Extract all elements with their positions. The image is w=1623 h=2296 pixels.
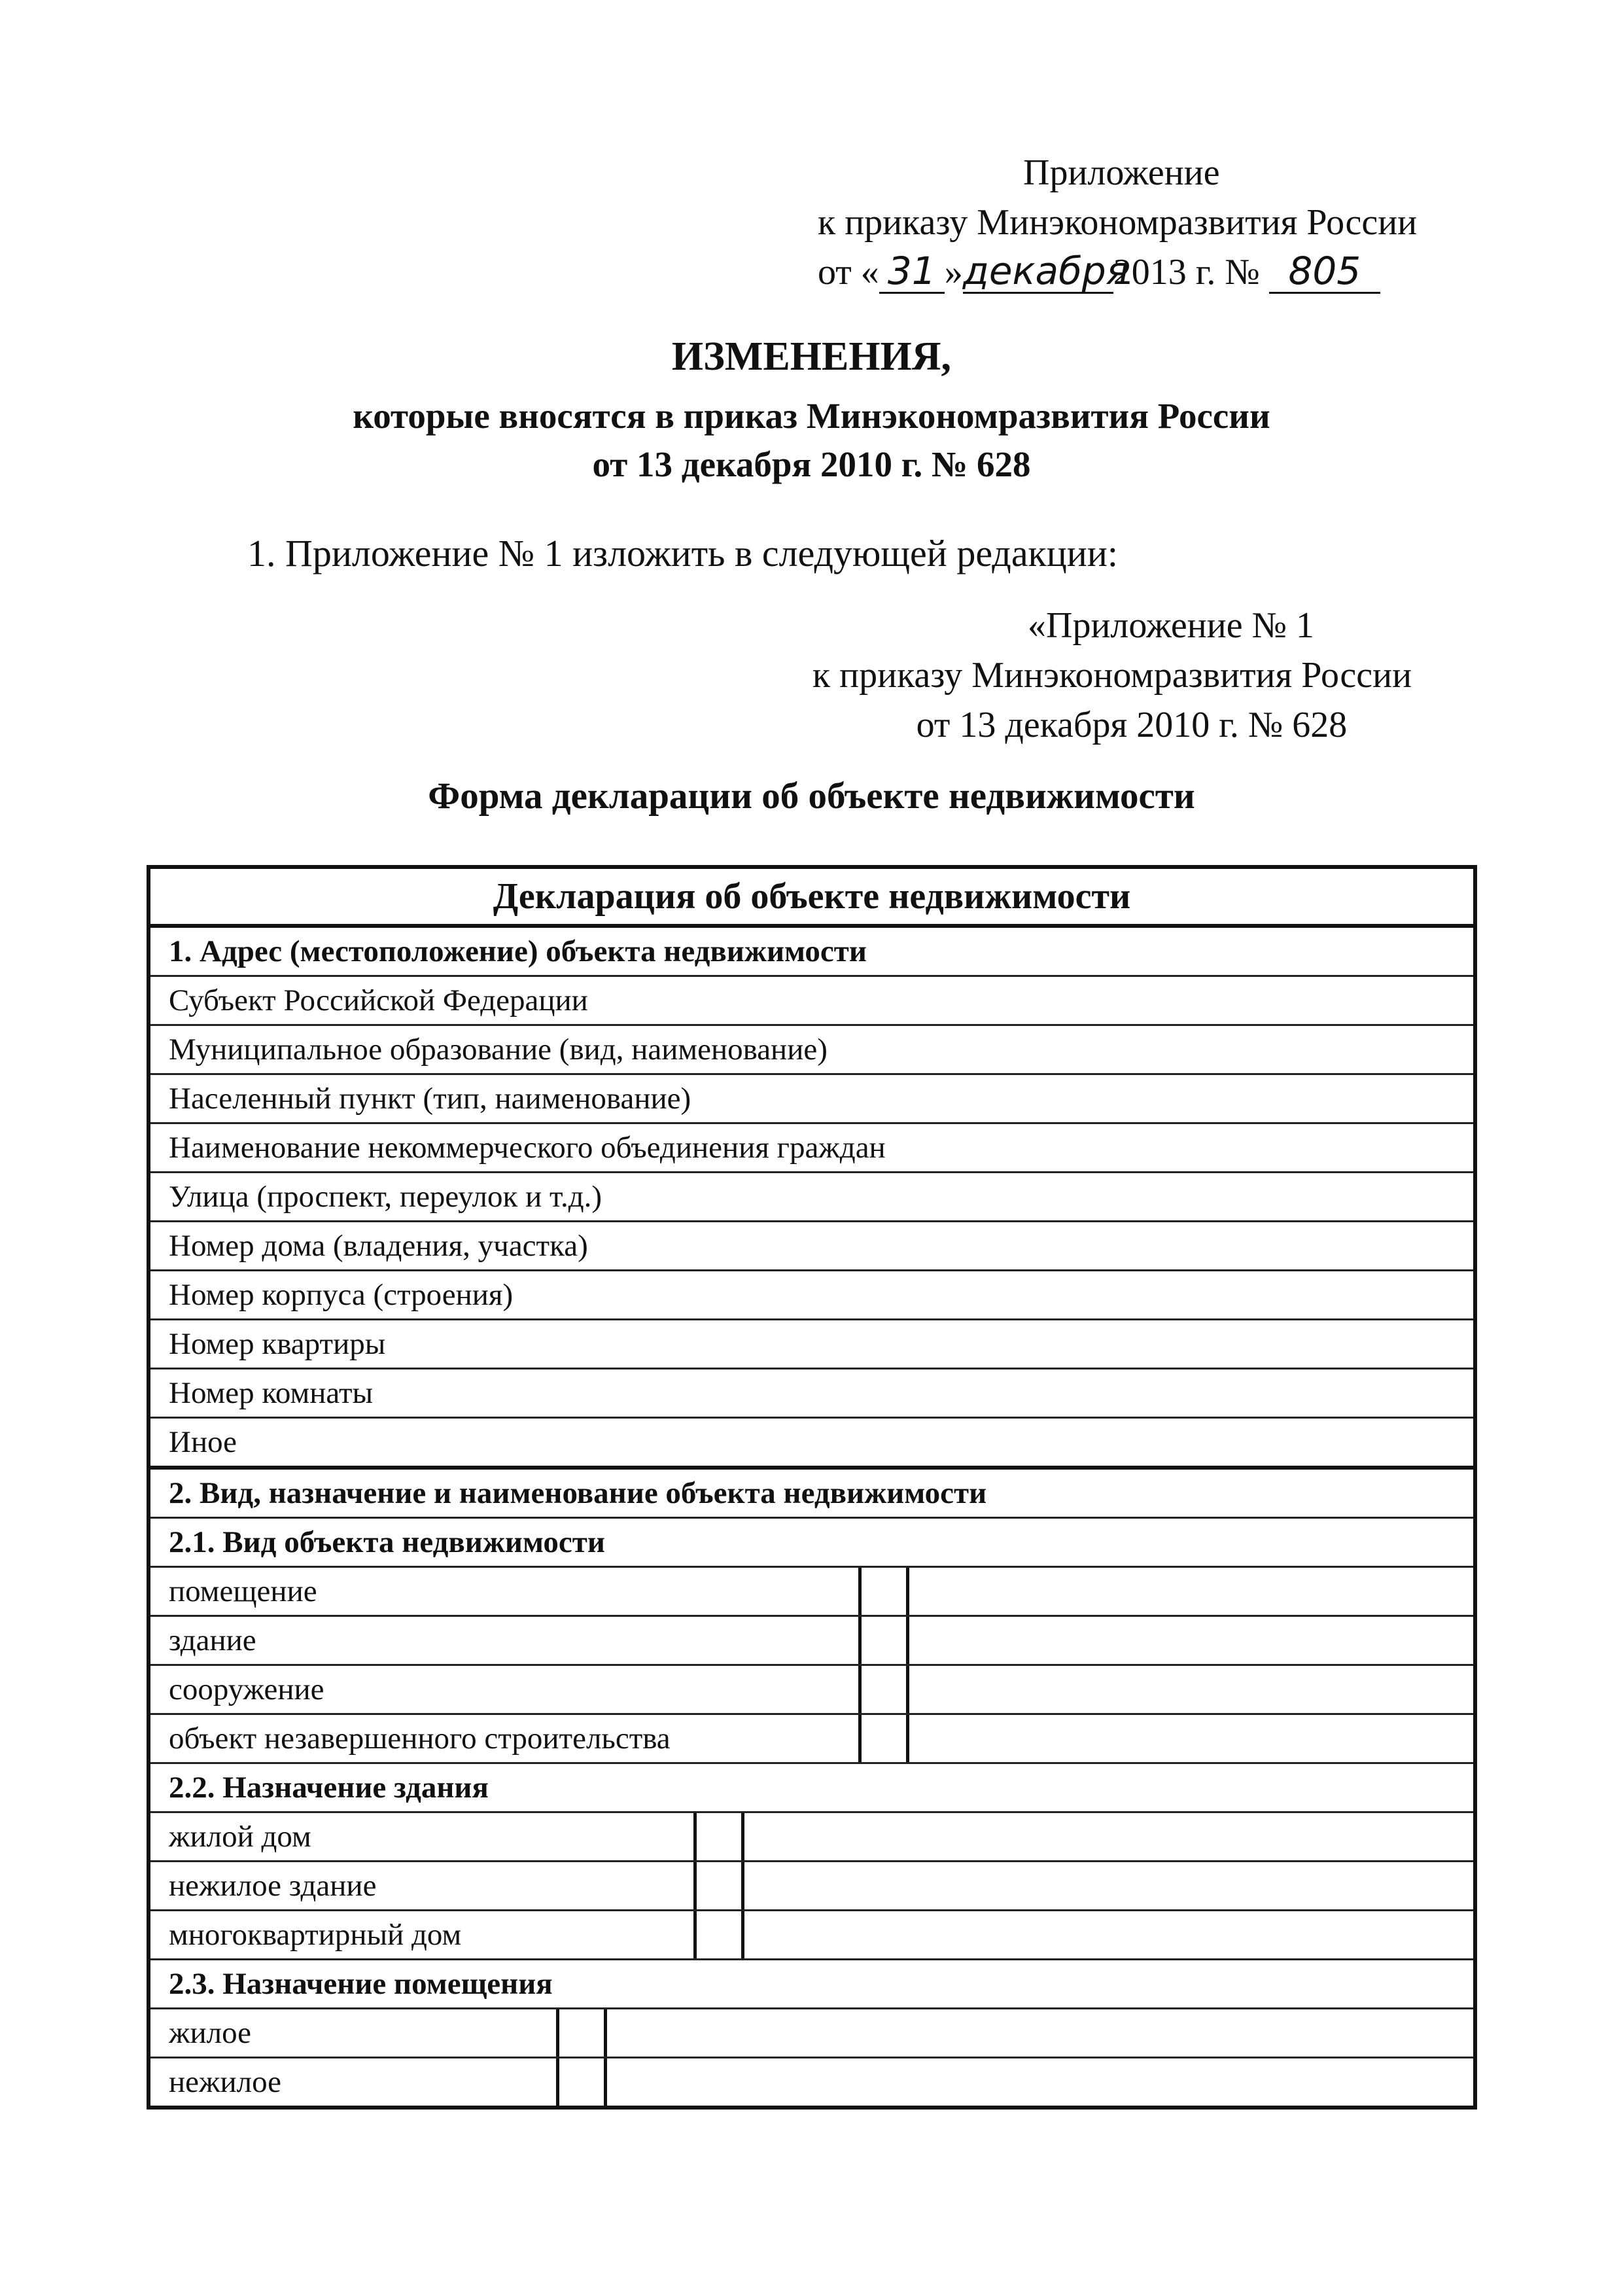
address-row: Муниципальное образование (вид, наименование) <box>148 1025 1475 1074</box>
section-2-3-header: 2.3. Назначение помещения <box>148 1960 1475 2009</box>
premises-purpose-label: нежилое <box>169 2065 282 2099</box>
appendix2-line3: от 13 декабря 2010 г. № 628 <box>916 705 1348 745</box>
premises-purpose-label: жилое <box>169 2016 252 2050</box>
address-row: Номер корпуса (строения) <box>148 1271 1475 1320</box>
kind-checkbox[interactable] <box>858 1568 909 1615</box>
building-purpose-label: жилой дом <box>169 1820 311 1854</box>
year-label: 2013 г. № <box>1113 252 1260 292</box>
building-purpose-label: многоквартирный дом <box>169 1918 462 1952</box>
kind-label: здание <box>169 1623 256 1657</box>
building-purpose-label: нежилое здание <box>169 1869 377 1903</box>
appendix-date-line <box>765 247 1446 297</box>
kind-label: сооружение <box>169 1672 324 1706</box>
address-row: Номер дома (владения, участка) <box>148 1222 1475 1271</box>
kind-row <box>148 1714 1475 1763</box>
section-2-2-header: 2.2. Назначение здания <box>148 1763 1475 1812</box>
address-row: Номер комнаты <box>148 1369 1475 1418</box>
address-row: Наименование некоммерческого объединения граждан <box>148 1123 1475 1173</box>
section-2-1-header: 2.1. Вид объекта недвижимости <box>148 1518 1475 1567</box>
building-purpose-row <box>148 1862 1475 1911</box>
address-row: Иное <box>148 1418 1475 1468</box>
premises-purpose-checkbox[interactable] <box>556 2009 607 2057</box>
appendix-order-ref: к приказу Минэкономразвития России <box>818 202 1418 243</box>
appendix-block <box>765 148 1446 297</box>
kind-row <box>148 1567 1475 1616</box>
building-purpose-checkbox[interactable] <box>693 1862 744 1909</box>
changes-subtitle-2: от 13 декабря 2010 г. № 628 <box>592 444 1031 484</box>
handwritten-month: декабря <box>962 249 1129 293</box>
form-title: Форма декларации об объекте недвижимости <box>428 775 1195 817</box>
section-2-header: 2. Вид, назначение и наименование объекта недвижимости <box>148 1468 1475 1518</box>
section-1-header: 1. Адрес (местоположение) объекта недвижимости <box>148 926 1475 976</box>
kind-row <box>148 1665 1475 1714</box>
address-row: Номер квартиры <box>148 1320 1475 1369</box>
kind-checkbox[interactable] <box>858 1715 909 1762</box>
changes-subtitle-1: которые вносятся в приказ Минэкономразвития России <box>353 396 1270 436</box>
from-label: от « <box>818 252 879 292</box>
building-purpose-row <box>148 1911 1475 1960</box>
quote-close: » <box>944 252 963 292</box>
changes-title: ИЗМЕНЕНИЯ, <box>671 334 952 379</box>
appendix-title: Приложение <box>1023 152 1220 193</box>
address-row: Улица (проспект, переулок и т.д.) <box>148 1173 1475 1222</box>
paragraph-1: 1. Приложение № 1 изложить в следующей редакции: <box>247 532 1118 574</box>
handwritten-day: 31 <box>887 249 936 293</box>
kind-checkbox[interactable] <box>858 1666 909 1713</box>
handwritten-number: 805 <box>1288 249 1361 293</box>
building-purpose-row <box>148 1812 1475 1862</box>
premises-purpose-row <box>148 2058 1475 2108</box>
building-purpose-checkbox[interactable] <box>693 1911 744 1958</box>
kind-label: помещение <box>169 1574 317 1608</box>
table-header: Декларация об объекте недвижимости <box>148 867 1475 926</box>
premises-purpose-row <box>148 2009 1475 2058</box>
kind-label: объект незавершенного строительства <box>169 1722 671 1756</box>
appendix2-line1: «Приложение № 1 <box>1028 605 1314 646</box>
building-purpose-checkbox[interactable] <box>693 1813 744 1860</box>
premises-purpose-checkbox[interactable] <box>556 2058 607 2106</box>
address-row: Субъект Российской Федерации <box>148 976 1475 1025</box>
address-row: Населенный пункт (тип, наименование) <box>148 1074 1475 1123</box>
appendix2-block <box>785 601 1439 750</box>
kind-row <box>148 1616 1475 1665</box>
declaration-table <box>147 865 1477 2110</box>
kind-checkbox[interactable] <box>858 1617 909 1664</box>
appendix2-line2: к приказу Минэкономразвития России <box>812 655 1412 696</box>
